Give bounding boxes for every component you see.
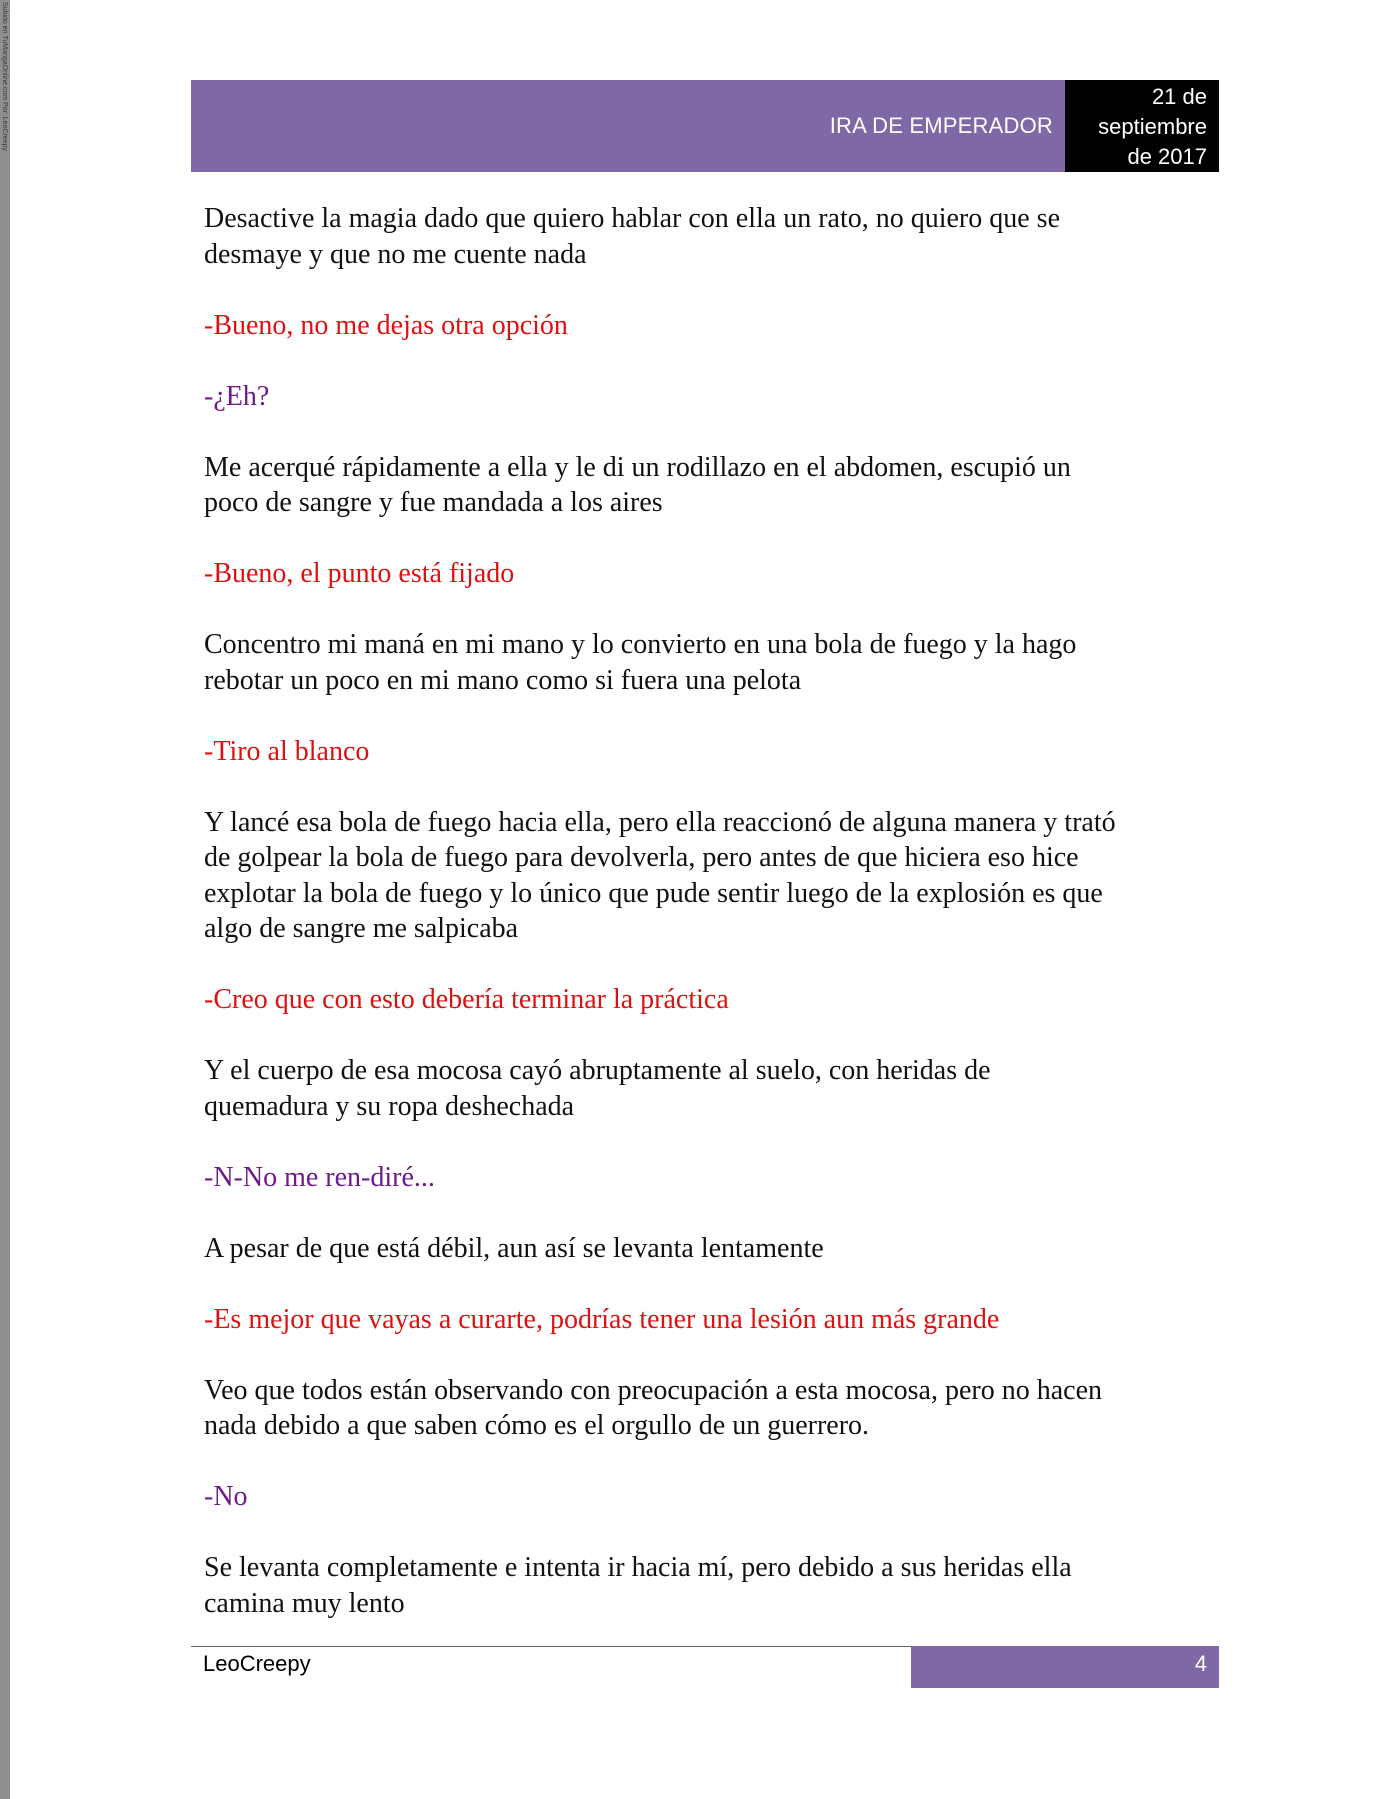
text-line: -Bueno, no me dejas otra opción	[204, 309, 568, 341]
narration-paragraph	[204, 1373, 1220, 1444]
page-footer	[191, 1646, 1219, 1688]
narration-paragraph	[204, 1550, 1220, 1621]
document-body	[204, 201, 1220, 1621]
text-line: -Creo que con esto debería terminar la práctica	[204, 984, 729, 1015]
header-date-box	[1065, 80, 1219, 172]
footer-author: LeoCreepy	[203, 1651, 311, 1676]
narration-paragraph	[204, 1053, 1220, 1124]
left-margin-strip	[0, 0, 10, 1799]
paragraph-gap	[204, 698, 1220, 734]
paragraph-gap	[204, 1266, 1220, 1302]
text-line: Y lancé esa bola de fuego hacia ella, pero ella reaccionó de alguna manera y trató	[204, 806, 1116, 838]
dialogue-line	[204, 1302, 1220, 1338]
header-date-line: septiembre	[1098, 114, 1207, 139]
text-line: Veo que todos están observando con preocupación a esta mocosa, pero no hacen	[204, 1374, 1103, 1406]
text-line: Me acerqué rápidamente a ella y le di un rodillazo en el abdomen, escupió un	[204, 451, 1071, 483]
paragraph-gap	[204, 272, 1220, 308]
paragraph-gap	[204, 343, 1220, 379]
text-line: A pesar de que está débil, aun así se levanta lentamente	[204, 1232, 824, 1264]
text-line: desmaye y que no me cuente nada	[204, 238, 587, 270]
dialogue-line	[204, 1160, 1220, 1196]
paragraph-gap	[204, 1337, 1220, 1373]
text-line: Desactive la magia dado que quiero hablar con ella un rato, no quiero que se	[204, 203, 1061, 234]
text-line: rebotar un poco en mi mano como si fuera una pelota	[204, 664, 802, 696]
narration-paragraph	[204, 450, 1220, 521]
upload-credit-note: Subido en TuMangaOnline.com Por: LeoCreepy	[1, 2, 8, 152]
text-line: quemadura y su ropa deshechada	[204, 1090, 575, 1122]
dialogue-line	[204, 1479, 1220, 1515]
narration-paragraph	[204, 805, 1220, 947]
page-number: 4	[1194, 1651, 1207, 1676]
text-line: explotar la bola de fuego y lo único que pude sentir luego de la explosión es que	[204, 877, 1103, 909]
footer-page-box	[911, 1646, 1219, 1688]
page-header	[191, 80, 1219, 172]
dialogue-line	[204, 379, 1220, 415]
header-title: IRA DE EMPERADOR	[829, 113, 1053, 138]
text-line: Se levanta completamente e intenta ir hacia mí, pero debido a sus heridas ella	[204, 1552, 1072, 1583]
dialogue-line	[204, 734, 1220, 770]
paragraph-gap	[204, 521, 1220, 557]
dialogue-line	[204, 308, 1220, 344]
narration-paragraph	[204, 627, 1220, 698]
text-line: -Tiro al blanco	[204, 735, 370, 767]
text-line: -N-No me ren-diré...	[204, 1161, 435, 1193]
header-title-box	[191, 80, 1065, 172]
paragraph-gap	[204, 1018, 1220, 1054]
text-line: -Bueno, el punto está fijado	[204, 558, 515, 589]
text-line: camina muy lento	[204, 1587, 405, 1619]
text-line: -Es mejor que vayas a curarte, podrías tener una lesión aun más grande	[204, 1303, 1000, 1335]
paragraph-gap	[204, 769, 1220, 805]
text-line: de golpear la bola de fuego para devolverla, pero antes de que hiciera eso hice	[204, 842, 1079, 873]
text-line: Concentro mi maná en mi mano y lo convierto en una bola de fuego y la hago	[204, 629, 1077, 660]
text-line: Y el cuerpo de esa mocosa cayó abruptamente al suelo, con heridas de	[204, 1055, 991, 1086]
paragraph-gap	[204, 414, 1220, 450]
paragraph-gap	[204, 1195, 1220, 1231]
narration-paragraph	[204, 1231, 1220, 1267]
paragraph-gap	[204, 947, 1220, 983]
text-line: nada debido a que saben cómo es el orgullo de un guerrero.	[204, 1410, 870, 1441]
narration-paragraph	[204, 201, 1220, 272]
text-line: poco de sangre y fue mandada a los aires	[204, 487, 663, 518]
text-line: -No	[204, 1481, 248, 1512]
paragraph-gap	[204, 1124, 1220, 1160]
paragraph-gap	[204, 592, 1220, 628]
paragraph-gap	[204, 1444, 1220, 1480]
footer-rule	[191, 1646, 911, 1647]
header-date-line: 21 de	[1151, 84, 1207, 109]
text-line: algo de sangre me salpicaba	[204, 913, 519, 944]
text-line: -¿Eh?	[204, 380, 270, 412]
dialogue-line	[204, 982, 1220, 1018]
header-date-line: de 2017	[1127, 144, 1207, 169]
dialogue-line	[204, 556, 1220, 592]
paragraph-gap	[204, 1515, 1220, 1551]
